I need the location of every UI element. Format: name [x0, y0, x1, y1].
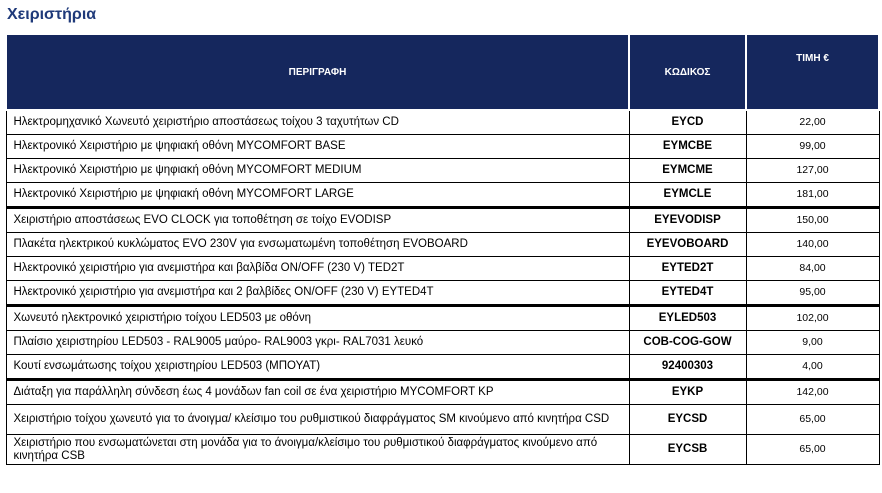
page-title: Χειριστήρια	[7, 6, 97, 23]
row-price: 127,00	[746, 159, 879, 183]
row-price: 4,00	[746, 355, 879, 380]
table-row	[6, 233, 879, 257]
row-description: Κουτί ενσωμάτωσης τοίχου χειριστηρίου LED503 (ΜΠΟΥΑΤ)	[6, 355, 629, 380]
row-price: 150,00	[746, 208, 879, 233]
row-description: Ηλεκτρονικό χειριστήριο για ανεμιστήρα και βαλβίδα ON/OFF (230 V) TED2T	[6, 257, 629, 281]
row-code: EYEVODISP	[629, 208, 746, 233]
row-description: Πλακέτα ηλεκτρικού κυκλώματος EVO 230V για ενσωματωμένη τοποθέτηση EVOBOARD	[6, 233, 629, 257]
row-description: Ηλεκτρομηχανικό Χωνευτό χειριστήριο αποστάσεως τοίχου 3 ταχυτήτων CD	[6, 110, 629, 135]
price-table	[5, 33, 880, 465]
table-row	[6, 135, 879, 159]
table-row	[6, 355, 879, 380]
row-description: Χωνευτό ηλεκτρονικό χειριστήριο τοίχου LED503 με οθόνη	[6, 306, 629, 331]
row-description: Χειριστήριο τοίχου χωνευτό για το άνοιγμα/ κλείσιμο του ρυθμιστικού διαφράγματος SM κινούμενο από κινητήρα CSD	[6, 405, 629, 435]
row-code: EYCD	[629, 110, 746, 135]
row-code: EYMCLE	[629, 183, 746, 208]
row-code: EYMCBE	[629, 135, 746, 159]
table-row	[6, 208, 879, 233]
table-row	[6, 380, 879, 405]
header-description: ΠΕΡΙΓΡΑΦΗ	[6, 34, 629, 110]
table-row	[6, 257, 879, 281]
row-code: EYTED4T	[629, 281, 746, 306]
row-price: 84,00	[746, 257, 879, 281]
row-code: EYTED2T	[629, 257, 746, 281]
row-code: EYKP	[629, 380, 746, 405]
row-code: EYCSD	[629, 405, 746, 435]
row-price: 9,00	[746, 331, 879, 355]
row-price: 95,00	[746, 281, 879, 306]
row-description: Ηλεκτρονικό χειριστήριο για ανεμιστήρα και 2 βαλβίδες ON/OFF (230 V) EYTED4T	[6, 281, 629, 306]
row-price: 142,00	[746, 380, 879, 405]
row-description: Πλαίσιο χειριστηρίου LED503 - RAL9005 μαύρο- RAL9003 γκρι- RAL7031 λευκό	[6, 331, 629, 355]
row-description: Ηλεκτρονικό Χειριστήριο με ψηφιακή οθόνη MYCOMFORT MEDIUM	[6, 159, 629, 183]
table-header	[6, 34, 879, 110]
header-code: ΚΩΔΙΚΟΣ	[629, 34, 746, 110]
row-description: Χειριστήριο αποστάσεως EVO CLOCK για τοποθέτηση σε τοίχο EVODISP	[6, 208, 629, 233]
row-price: 22,00	[746, 110, 879, 135]
row-description: Ηλεκτρονικό Χειριστήριο με ψηφιακή οθόνη MYCOMFORT BASE	[6, 135, 629, 159]
row-code: EYLED503	[629, 306, 746, 331]
row-description: Χειριστήριο που ενσωματώνεται στη μονάδα για το άνοιγμα/κλείσιμο του ρυθμιστικού διαφράγματος κινούμενο από κινητήρα CSB	[6, 435, 629, 465]
table-row	[6, 435, 879, 465]
row-price: 102,00	[746, 306, 879, 331]
table-row	[6, 159, 879, 183]
row-description: Διάταξη για παράλληλη σύνδεση έως 4 μονάδων fan coil σε ένα χειριστήριο MYCOMFORT KP	[6, 380, 629, 405]
table-row	[6, 183, 879, 208]
table-row	[6, 306, 879, 331]
table-row	[6, 110, 879, 135]
table-row	[6, 405, 879, 435]
table-row	[6, 281, 879, 306]
row-price: 65,00	[746, 435, 879, 465]
row-description: Ηλεκτρονικό Χειριστήριο με ψηφιακή οθόνη MYCOMFORT LARGE	[6, 183, 629, 208]
row-code: EYMCME	[629, 159, 746, 183]
row-price: 99,00	[746, 135, 879, 159]
row-code: COB-COG-GOW	[629, 331, 746, 355]
row-code: EYCSB	[629, 435, 746, 465]
row-code: EYEVOBOARD	[629, 233, 746, 257]
table-row	[6, 331, 879, 355]
table-body	[6, 110, 879, 465]
row-price: 181,00	[746, 183, 879, 208]
row-price: 65,00	[746, 405, 879, 435]
row-price: 140,00	[746, 233, 879, 257]
header-price: ΤΙΜΗ €	[746, 34, 879, 110]
row-code: 92400303	[629, 355, 746, 380]
